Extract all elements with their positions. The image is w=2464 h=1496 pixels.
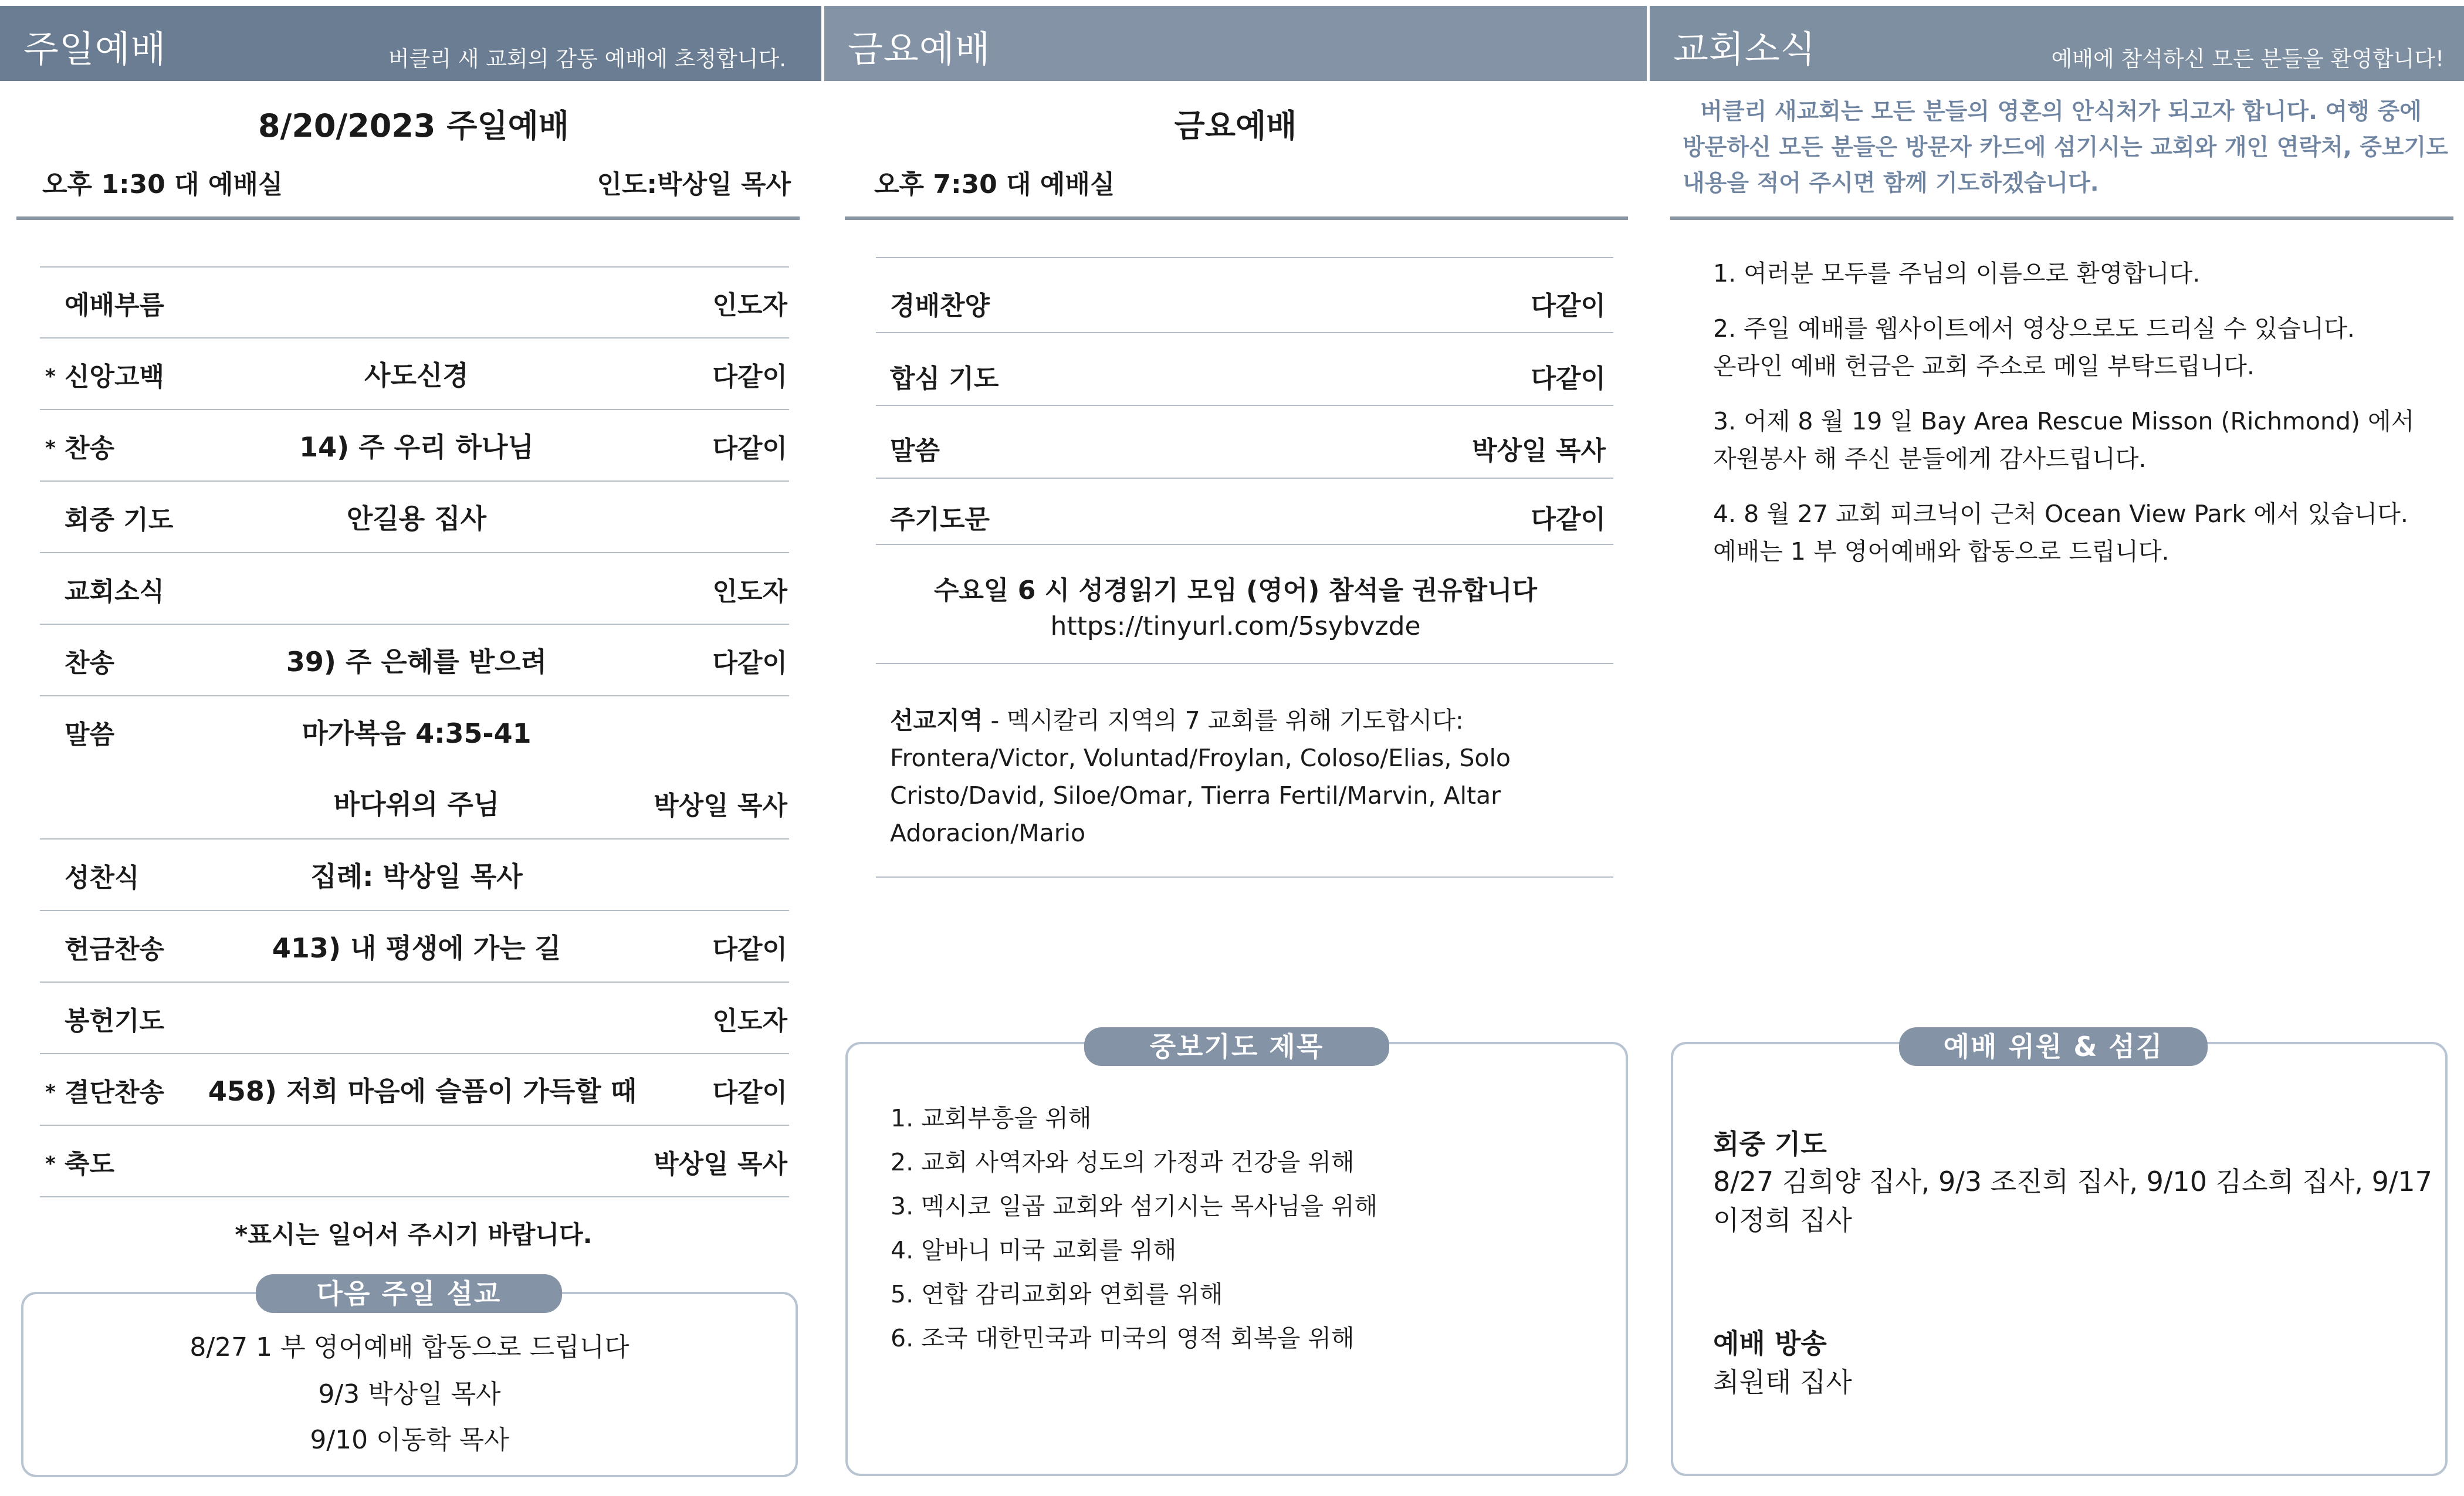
broadcast-label: 예배 방송 (1713, 1328, 1827, 1359)
news-item: 2. 주일 예배를 웹사이트에서 영상으로도 드리실 수 있습니다. (1713, 314, 2355, 343)
friday-order-label: 주기도문 (890, 505, 990, 534)
order-label: 찬송 (65, 434, 115, 463)
order-leader: 박상일 목사 (654, 1149, 787, 1179)
friday-header (824, 6, 1647, 81)
order-leader: 인도자 (712, 290, 787, 320)
friday-header-title: 금요예배 (848, 28, 991, 70)
sunday-time-place: 오후 1:30 대 예배실 (42, 170, 283, 199)
divider (876, 663, 1613, 664)
order-label: 결단찬송 (65, 1078, 165, 1108)
order-content: 사도신경 (364, 360, 469, 391)
prayer-topic-item: 3. 멕시코 일곱 교회와 섬기시는 목사님을 위해 (891, 1192, 1378, 1220)
prayer-topic-item: 1. 교회부흥을 위해 (891, 1104, 1092, 1132)
friday-order-label: 경배찬양 (890, 291, 990, 321)
order-label: 성찬식 (65, 863, 140, 893)
order-content: 39) 주 은혜를 받으려 (286, 646, 547, 678)
divider (40, 266, 789, 268)
order-leader: 다같이 (712, 648, 787, 678)
sunday-header-title: 주일예배 (23, 28, 167, 70)
sunday-header (0, 6, 821, 81)
news-header-title: 교회소식 (1673, 28, 1816, 70)
mission-text: - 멕시칼리 지역의 7 교회를 위해 기도합시다: (983, 706, 1464, 735)
friday-time-place: 오후 7:30 대 예배실 (874, 170, 1115, 199)
church-news-panel (1650, 6, 2464, 1496)
welcome-intro-line: 방문하신 모든 분들은 방문자 카드에 섬기시는 교회와 개인 연락처, 중보기도 (1683, 134, 2448, 161)
divider (876, 876, 1613, 878)
divider (40, 480, 789, 482)
standing-mark: * (45, 436, 56, 460)
sermon-title: 바다위의 주님 (333, 788, 500, 820)
welcome-intro-line: 내용을 적어 주시면 함께 기도하겠습니다. (1683, 170, 2099, 197)
congregation-prayer-label: 회중 기도 (1713, 1128, 1827, 1160)
friday-order-label: 합심 기도 (890, 364, 999, 394)
order-content: 14) 주 우리 하나님 (299, 431, 534, 463)
congregation-prayer-schedule: 8/27 김희양 집사, 9/3 조진희 집사, 9/10 김소희 집사, 9/17 (1713, 1166, 2432, 1197)
order-content: 413) 내 평생에 가는 길 (272, 932, 561, 964)
sermon-scripture: 마가복음 4:35-41 (302, 717, 532, 749)
divider (876, 405, 1613, 406)
friday-order-label: 말씀 (890, 436, 940, 466)
order-content: 안길용 집사 (346, 503, 487, 534)
friday-service-title: 금요예배 (1174, 107, 1297, 144)
sunday-header-subtitle: 버클리 새 교회의 감동 예배에 초청합니다. (388, 46, 786, 72)
order-leader: 다같이 (712, 362, 787, 392)
bible-study-notice: 수요일 6 시 성경읽기 모임 (영어) 참석을 권유합니다 (933, 576, 1538, 605)
mission-churches: Adoracion/Mario (890, 819, 1086, 847)
news-header-subtitle: 예배에 참석하신 모든 분들을 환영합니다! (2051, 46, 2444, 72)
order-label: 봉헌기도 (65, 1006, 165, 1036)
sunday-service-title: 8/20/2023 주일예배 (258, 107, 569, 144)
order-leader: 다같이 (712, 1078, 787, 1108)
standing-mark: * (45, 1152, 56, 1176)
order-leader: 박상일 목사 (654, 791, 787, 821)
divider (40, 1125, 789, 1126)
mission-churches: Cristo/David, Siloe/Omar, Tierra Fertil/Marvin, Altar (890, 781, 1501, 810)
broadcast-name: 최원태 집사 (1713, 1366, 1852, 1398)
order-label: 축도 (65, 1149, 115, 1179)
divider (40, 1053, 789, 1054)
sunday-service-panel (0, 6, 821, 1496)
order-label: 교회소식 (65, 577, 165, 607)
order-label: 찬송 (65, 648, 115, 678)
sunday-leader: 인도:박상일 목사 (597, 170, 791, 199)
news-item: 예배는 1 부 영어예배와 합동으로 드립니다. (1713, 537, 2169, 566)
standing-mark: * (45, 1081, 56, 1104)
worship-roles-box (1671, 1042, 2448, 1476)
prayer-topic-item: 4. 알바니 미국 교회를 위해 (891, 1236, 1177, 1264)
divider (40, 1196, 789, 1197)
mission-label: 선교지역 (890, 706, 983, 735)
divider (845, 216, 1628, 220)
divider (40, 552, 789, 553)
welcome-intro-line: 버클리 새교회는 모든 분들의 영혼의 안식처가 되고자 합니다. 여행 중에 (1700, 99, 2422, 125)
standing-mark: * (45, 365, 56, 388)
news-item: 4. 8 월 27 교회 피크닉이 근처 Ocean View Park 에서 있습니다. (1713, 500, 2408, 528)
congregation-prayer-schedule: 이정희 집사 (1713, 1204, 1852, 1236)
bible-study-link[interactable]: https://tinyurl.com/5sybvzde (1050, 611, 1421, 641)
news-header (1650, 6, 2464, 81)
divider (40, 409, 789, 410)
divider (40, 624, 789, 625)
order-content: 458) 저희 마음에 슬픔이 가득할 때 (208, 1075, 637, 1107)
order-label: 신앙고백 (65, 362, 165, 392)
worship-roles-title: 예배 위원 & 섬김 (1899, 1027, 2208, 1066)
mission-heading (890, 702, 1617, 739)
divider (876, 332, 1613, 333)
order-leader: 다같이 (712, 935, 787, 964)
next-sermon-line: 9/10 이동학 목사 (310, 1425, 509, 1455)
standing-note: *표시는 일어서 주시기 바랍니다. (235, 1220, 593, 1249)
friday-order-leader: 박상일 목사 (1472, 436, 1606, 466)
friday-order-leader: 다같이 (1531, 291, 1606, 321)
order-label: 예배부름 (65, 290, 165, 320)
friday-order-leader: 다같이 (1531, 505, 1606, 534)
divider (40, 981, 789, 983)
order-label: 헌금찬송 (65, 935, 165, 964)
divider (876, 478, 1613, 479)
prayer-topic-item: 5. 연합 감리교회와 연회를 위해 (891, 1280, 1223, 1308)
divider (40, 910, 789, 911)
prayer-topic-item: 6. 조국 대한민국과 미국의 영적 회복을 위해 (891, 1324, 1355, 1352)
divider (876, 544, 1613, 545)
news-item: 자원봉사 해 주신 분들에게 감사드립니다. (1713, 445, 2147, 473)
divider (40, 337, 789, 339)
next-sermon-title: 다음 주일 설교 (256, 1274, 562, 1313)
next-sermon-line: 8/27 1 부 영어예배 합동으로 드립니다 (189, 1332, 629, 1362)
prayer-topics-title: 중보기도 제목 (1084, 1027, 1389, 1066)
next-sermon-line: 9/3 박상일 목사 (318, 1379, 501, 1409)
divider (16, 216, 800, 220)
friday-service-panel (824, 6, 1647, 1496)
order-leader: 인도자 (712, 577, 787, 607)
order-leader: 다같이 (712, 434, 787, 463)
news-item: 온라인 예배 헌금은 교회 주소로 메일 부탁드립니다. (1713, 352, 2255, 380)
order-content: 집례: 박상일 목사 (310, 861, 523, 892)
news-item: 3. 어제 8 월 19 일 Bay Area Rescue Misson (Richmond) 에서 (1713, 407, 2415, 435)
order-leader: 인도자 (712, 1006, 787, 1036)
divider (40, 838, 789, 840)
news-item: 1. 여러분 모두를 주님의 이름으로 환영합니다. (1713, 259, 2201, 287)
divider (876, 257, 1613, 258)
friday-order-leader: 다같이 (1531, 364, 1606, 394)
order-label: 말씀 (65, 720, 115, 750)
prayer-topic-item: 2. 교회 사역자와 성도의 가정과 건강을 위해 (891, 1148, 1355, 1176)
divider (1670, 216, 2453, 220)
mission-churches: Frontera/Victor, Voluntad/Froylan, Coloso/Elias, Solo (890, 744, 1511, 772)
divider (40, 695, 789, 696)
order-label: 회중 기도 (65, 505, 174, 535)
